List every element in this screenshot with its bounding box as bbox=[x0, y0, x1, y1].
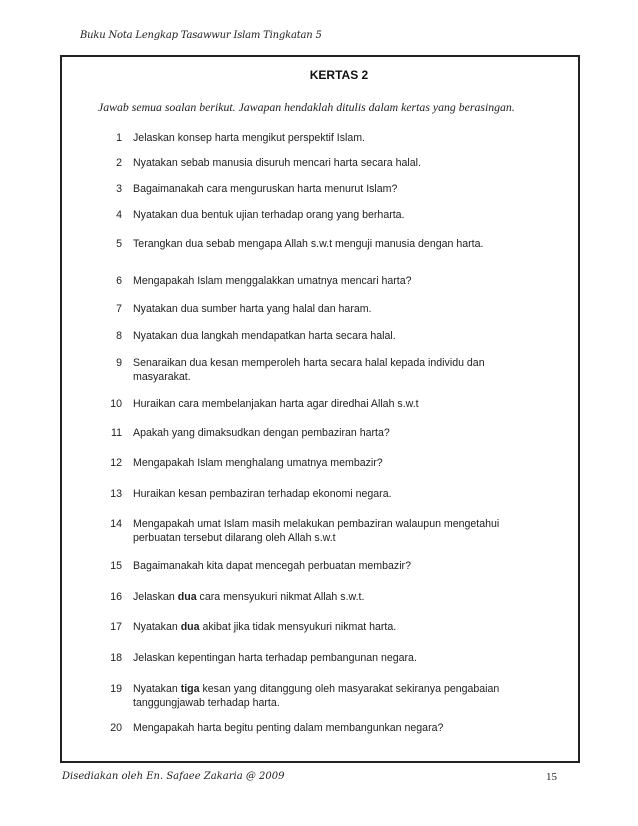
emphasis-word: tiga bbox=[180, 683, 200, 695]
emphasis-word: dua bbox=[177, 591, 197, 603]
question-number: 14 bbox=[110, 518, 122, 530]
question-text: Nyatakan sebab manusia disuruh mencari harta secara halal. bbox=[133, 157, 421, 169]
question-number: 17 bbox=[110, 621, 122, 633]
question-number: 18 bbox=[110, 652, 122, 664]
question-number: 5 bbox=[116, 238, 122, 250]
question-number: 4 bbox=[116, 209, 122, 221]
question-number: 10 bbox=[110, 398, 122, 410]
question-text: Mengapakah umat Islam masih melakukan pembaziran walaupun mengetahui perbuatan tersebut dilarang oleh Allah s.w.t bbox=[133, 518, 500, 544]
question-text: Terangkan dua sebab mengapa Allah s.w.t menguji manusia dengan harta. bbox=[133, 238, 484, 250]
paper-title: KERTAS 2 bbox=[309, 68, 369, 82]
question-text: Nyatakan tiga kesan yang ditanggung oleh masyarakat sekiranya pengabaian tanggungjawab terhadap harta. bbox=[133, 683, 500, 709]
question-text: Mengapakah harta begitu penting dalam membangunkan negara? bbox=[133, 722, 444, 734]
question-number: 11 bbox=[111, 427, 122, 439]
question-text: Mengapakah Islam menggalakkan umatnya mencari harta? bbox=[133, 275, 412, 287]
question-text: Jelaskan konsep harta mengikut perspektif Islam. bbox=[133, 132, 366, 144]
question-text: Senaraikan dua kesan memperoleh harta secara halal kepada individu dan masyarakat. bbox=[133, 357, 485, 383]
question-text: Bagaimanakah cara menguruskan harta menurut Islam? bbox=[133, 183, 398, 195]
question-text: Huraikan cara membelanjakan harta agar diredhai Allah s.w.t bbox=[133, 398, 419, 410]
page-number: 15 bbox=[546, 771, 557, 783]
running-header: Buku Nota Lengkap Tasawwur Islam Tingkatan 5 bbox=[80, 30, 322, 41]
question-text: Mengapakah Islam menghalang umatnya membazir? bbox=[133, 457, 383, 469]
question-text: Nyatakan dua langkah mendapatkan harta secara halal. bbox=[133, 330, 396, 342]
question-number: 13 bbox=[110, 488, 122, 500]
question-text: Apakah yang dimaksudkan dengan pembaziran harta? bbox=[133, 427, 390, 439]
question-text: Nyatakan dua bentuk ujian terhadap orang yang berharta. bbox=[133, 209, 405, 221]
question-text: Jelaskan kepentingan harta terhadap pembangunan negara. bbox=[133, 652, 417, 664]
question-number: 8 bbox=[116, 330, 122, 342]
question-text: Bagaimanakah kita dapat mencegah perbuatan membazir? bbox=[133, 560, 411, 572]
question-number: 2 bbox=[116, 157, 122, 169]
footer-credit: Disediakan oleh En. Safaee Zakaria @ 2009 bbox=[62, 771, 285, 782]
question-text: Huraikan kesan pembaziran terhadap ekonomi negara. bbox=[133, 488, 392, 500]
question-number: 7 bbox=[116, 303, 122, 315]
question-number: 3 bbox=[116, 183, 122, 195]
instruction-text: Jawab semua soalan berikut. Jawapan hendaklah ditulis dalam kertas yang berasingan. bbox=[98, 100, 515, 114]
question-number: 12 bbox=[110, 457, 122, 469]
question-number: 16 bbox=[110, 591, 122, 603]
emphasis-word: dua bbox=[180, 621, 200, 633]
question-number: 6 bbox=[116, 275, 122, 287]
question-number: 15 bbox=[110, 560, 122, 572]
question-text: Nyatakan dua akibat jika tidak mensyukuri nikmat harta. bbox=[133, 621, 397, 633]
question-text: Jelaskan dua cara mensyukuri nikmat Allah s.w.t. bbox=[133, 591, 365, 603]
question-text: Nyatakan dua sumber harta yang halal dan haram. bbox=[133, 303, 372, 315]
question-number: 1 bbox=[116, 132, 122, 144]
question-number: 9 bbox=[116, 357, 122, 369]
question-number: 20 bbox=[110, 722, 122, 734]
question-number: 19 bbox=[110, 683, 122, 695]
